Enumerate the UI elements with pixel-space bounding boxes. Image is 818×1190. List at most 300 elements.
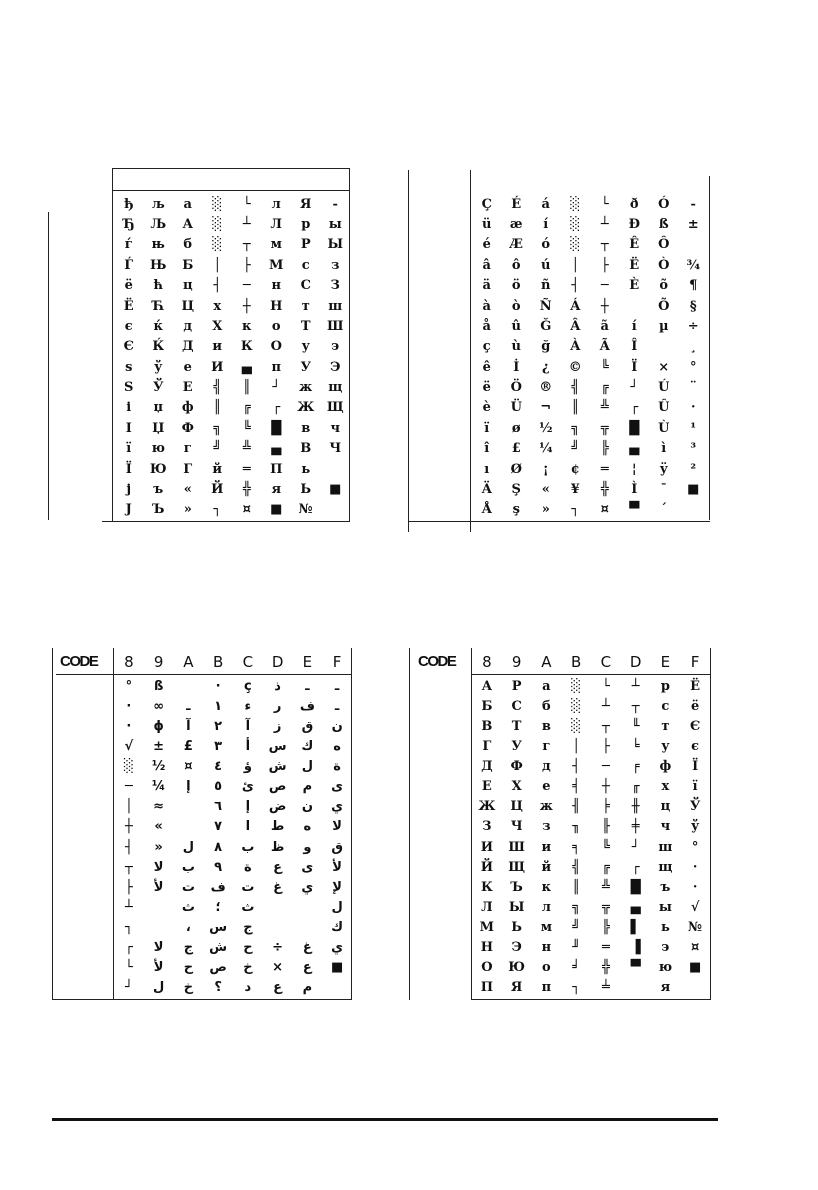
char-cell: с: [661, 698, 670, 714]
char-cell: │: [213, 257, 222, 273]
char-cell: Ќ: [152, 339, 165, 355]
char-cell: و: [303, 839, 312, 855]
char-cell: ╔: [601, 859, 610, 875]
char-cell: ░: [212, 196, 223, 212]
char-cell: ь: [301, 461, 311, 477]
char-cell: آ: [245, 718, 251, 734]
char-cell: °: [691, 839, 699, 855]
char-cell: Î: [631, 339, 638, 355]
char-cell: أ: [245, 738, 251, 754]
char-cell: Ц: [181, 298, 195, 314]
char-cell: ш: [328, 298, 343, 314]
char-cell: لأ: [332, 859, 342, 875]
char-cell: ¯: [660, 481, 667, 497]
char-cell: ü: [482, 217, 492, 233]
char-cell: ╣: [571, 380, 580, 396]
char-cell: [293, 897, 323, 917]
char-cell: ╔: [242, 400, 251, 416]
char-cell: ┼: [600, 298, 609, 314]
char-cell: ╗: [213, 420, 222, 436]
char-cell: ├: [601, 738, 610, 754]
char-cell: ║: [572, 879, 581, 895]
char-cell: У: [511, 738, 522, 754]
char-cell: ■: [270, 502, 283, 518]
char-cell: Р: [511, 678, 522, 694]
char-cell: █: [271, 420, 282, 436]
char-cell: ч: [660, 819, 671, 835]
column-header: 8: [124, 653, 134, 671]
char-cell: ┐: [213, 502, 222, 518]
header-divider: [112, 190, 350, 191]
char-cell: Є: [689, 718, 701, 734]
char-cell: ░: [212, 237, 223, 253]
char-cell: ¿: [541, 359, 550, 375]
char-cell: ┬: [601, 718, 610, 734]
frame-left-line: [112, 168, 113, 522]
char-cell: ع: [273, 980, 283, 996]
char-cell: ä: [482, 278, 491, 294]
char-cell: ф: [181, 400, 194, 416]
char-cell: ╫: [631, 799, 640, 815]
char-cell: ┘: [124, 980, 133, 996]
char-cell: ы: [658, 899, 672, 915]
char-cell: [174, 797, 204, 817]
column-header: D: [629, 653, 642, 671]
char-cell: ┐: [124, 920, 133, 936]
char-cell: ┤: [124, 839, 133, 855]
char-cell: ░: [571, 678, 582, 694]
char-cell: ©: [568, 359, 582, 375]
char-cell: ╡: [572, 779, 581, 795]
char-cell: х: [213, 298, 222, 314]
char-cell: à: [482, 298, 491, 314]
char-cell: т: [301, 298, 310, 314]
char-cell: ┬: [600, 237, 609, 253]
char-cell: ·: [692, 879, 698, 895]
char-cell: í: [543, 217, 549, 233]
char-cell: │: [124, 799, 133, 815]
char-cell: ╩: [600, 400, 609, 416]
char-cell: Õ: [658, 298, 670, 314]
char-cell: ╬: [601, 960, 610, 976]
char-cell: æ: [509, 217, 523, 233]
char-cell: Ы: [327, 237, 344, 253]
char-cell: Ð: [628, 217, 640, 233]
char-cell: ك: [301, 738, 314, 754]
char-cell: ░: [571, 698, 582, 714]
char-cell: ð: [629, 196, 639, 212]
char-cell: №: [688, 920, 703, 936]
char-cell: ¶: [689, 278, 698, 294]
char-cell: ║: [571, 400, 580, 416]
char-cell: ±: [153, 738, 165, 754]
char-cell: Б: [182, 257, 194, 273]
char-cell: ъ: [660, 879, 671, 895]
side-rule: [48, 212, 49, 520]
char-grid: [472, 676, 710, 998]
char-cell: Г: [183, 461, 193, 477]
char-cell: Ö: [510, 380, 522, 396]
char-cell: ¥: [570, 481, 580, 497]
char-cell: С: [511, 698, 522, 714]
char-cell: «: [183, 481, 192, 497]
char-cell: э: [661, 940, 670, 956]
char-cell: ▀: [629, 502, 640, 518]
char-cell: ╝: [213, 441, 222, 457]
char-cell: ╖: [572, 819, 581, 835]
char-cell: Ф: [510, 759, 523, 775]
char-cell: З: [482, 819, 492, 835]
char-cell: ╩: [242, 441, 251, 457]
char-cell: В: [300, 441, 312, 457]
char-cell: É: [511, 196, 522, 212]
char-cell: ▐: [630, 940, 641, 956]
char-cell: ╔: [600, 380, 609, 396]
char-cell: ╗: [572, 899, 581, 915]
char-cell: Ъ: [510, 879, 523, 895]
char-cell: р: [301, 217, 311, 233]
char-cell: ش: [209, 940, 228, 956]
char-cell: ы: [328, 217, 342, 233]
char-cell: к: [541, 879, 552, 895]
char-cell: ░: [570, 196, 581, 212]
char-cell: ؟: [214, 980, 222, 996]
char-cell: ه: [333, 738, 341, 754]
char-cell: »: [154, 839, 163, 855]
char-cell: ي: [301, 879, 314, 895]
char-cell: ل: [182, 839, 195, 855]
char-cell: Ú: [658, 380, 670, 396]
char-cell: [321, 459, 351, 479]
char-cell: ђ: [124, 196, 134, 212]
char-cell: о: [542, 960, 551, 976]
char-cell: Й: [480, 859, 494, 875]
char-cell: [649, 337, 679, 357]
char-cell: ت: [181, 879, 195, 895]
char-cell: ■: [330, 960, 344, 976]
char-cell: ى: [331, 779, 344, 795]
char-cell: ╜: [572, 940, 581, 956]
char-cell: №: [298, 502, 313, 518]
char-cell: ╗: [571, 420, 580, 436]
char-cell: ═: [601, 940, 610, 956]
char-cell: ░: [570, 237, 581, 253]
char-cell: е: [542, 779, 551, 795]
column-header: 9: [153, 653, 164, 671]
char-cell: ç: [244, 678, 252, 694]
char-cell: Ш: [508, 839, 525, 855]
char-cell: ٩: [214, 859, 223, 875]
char-cell: ·: [692, 859, 698, 875]
char-cell: С: [300, 278, 311, 294]
char-cell: ф: [659, 759, 672, 775]
char-cell: ÿ: [659, 461, 668, 477]
char-cell: ═: [242, 461, 251, 477]
char-cell: ج: [183, 940, 194, 956]
char-cell: ┴: [600, 217, 609, 233]
char-cell: Ь: [511, 920, 522, 936]
char-cell: Ø: [510, 461, 522, 477]
char-cell: м: [540, 920, 553, 936]
char-cell: └: [601, 678, 610, 694]
char-cell: µ: [658, 318, 669, 334]
char-cell: ░: [212, 217, 223, 233]
char-cell: ض: [268, 799, 287, 815]
frame-bottom-line: [408, 521, 710, 522]
column-header-row: [472, 652, 710, 672]
char-cell: г: [183, 441, 192, 457]
char-cell: Х: [511, 779, 522, 795]
char-cell: Æ: [509, 237, 523, 253]
char-cell: إ: [245, 799, 251, 815]
char-cell: ╘: [631, 738, 640, 754]
char-cell: ×: [658, 359, 670, 375]
char-cell: [263, 918, 293, 938]
char-cell: ┌: [631, 859, 640, 875]
char-cell: ║: [213, 400, 222, 416]
char-cell: Д: [181, 339, 194, 355]
char-cell: ┬: [631, 698, 640, 714]
char-cell: ß: [153, 678, 164, 694]
char-cell: Å: [481, 502, 492, 518]
char-cell: ﻻ: [153, 859, 164, 875]
char-cell: ■: [687, 481, 700, 497]
char-cell: ن: [301, 799, 313, 815]
char-cell: ì: [661, 441, 667, 457]
char-cell: ـ: [186, 698, 191, 714]
char-cell: Е: [481, 779, 492, 795]
char-cell: ϕ: [153, 718, 164, 734]
char-cell: Ч: [329, 441, 342, 457]
char-cell: я: [271, 481, 282, 497]
char-cell: ك: [331, 920, 344, 936]
frame-left-line: [52, 648, 53, 1000]
char-cell: Ћ: [151, 298, 165, 314]
char-cell: ╙: [631, 718, 640, 734]
char-cell: е: [183, 359, 192, 375]
char-cell: ю: [151, 441, 165, 457]
char-cell: █: [629, 420, 640, 436]
char-cell: Ш: [327, 318, 344, 334]
char-cell: Д: [481, 759, 493, 775]
char-cell: ٣: [214, 738, 223, 754]
char-cell: ц: [660, 799, 671, 815]
column-header: F: [690, 653, 700, 671]
char-cell: щ: [328, 380, 343, 396]
char-cell: ®: [539, 380, 553, 396]
char-cell: л: [271, 196, 281, 212]
char-cell: Љ: [150, 217, 167, 233]
char-cell: ≈: [153, 799, 165, 815]
char-cell: о: [271, 318, 281, 334]
char-cell: ò: [511, 298, 521, 314]
char-cell: ѓ: [124, 237, 133, 253]
char-cell: [174, 817, 204, 837]
char-cell: ┼: [242, 298, 251, 314]
char-cell: й: [212, 461, 223, 477]
char-cell: Б: [481, 698, 493, 714]
char-cell: и: [212, 339, 223, 355]
char-cell: ٦: [214, 799, 223, 815]
char-cell: ┌: [272, 400, 281, 416]
char-cell: п: [271, 359, 281, 375]
char-cell: ö: [511, 278, 521, 294]
char-cell: Т: [511, 718, 522, 734]
char-cell: ء: [244, 698, 252, 714]
char-cell: В: [481, 718, 493, 734]
char-cell: ═: [600, 461, 609, 477]
char-cell: ж: [539, 799, 553, 815]
char-cell: │: [572, 738, 581, 754]
column-header: D: [271, 653, 284, 671]
char-cell: [144, 897, 174, 917]
char-cell: Â: [570, 318, 581, 334]
char-cell: ف: [299, 698, 315, 714]
frame-top-line: [112, 168, 350, 169]
char-cell: Ў: [152, 380, 164, 396]
char-cell: [679, 235, 709, 255]
char-cell: Г: [482, 738, 492, 754]
char-cell: ¾: [686, 257, 701, 273]
char-cell: П: [270, 461, 283, 477]
char-cell: а: [542, 678, 551, 694]
char-cell: ┐: [572, 980, 581, 996]
char-cell: ٥: [214, 779, 223, 795]
char-cell: م: [302, 980, 313, 996]
char-cell: м: [270, 237, 282, 253]
char-cell: ▄: [271, 441, 282, 457]
char-cell: [679, 500, 709, 520]
char-cell: О: [270, 339, 282, 355]
char-cell: К: [480, 879, 493, 895]
char-cell: Ѓ: [124, 257, 134, 273]
char-cell: ï: [484, 420, 490, 436]
char-cell: Л: [270, 217, 282, 233]
char-cell: ١: [214, 698, 223, 714]
char-cell: ¤: [242, 502, 251, 518]
char-cell: [620, 296, 650, 316]
char-cell: ¼: [151, 779, 166, 795]
char-cell: ﻻ: [153, 940, 164, 956]
char-cell: и: [541, 839, 552, 855]
char-cell: З: [330, 278, 340, 294]
char-cell: Ў: [689, 799, 701, 815]
char-cell: њ: [151, 237, 165, 253]
char-cell: ـ: [334, 678, 340, 694]
char-cell: ї: [692, 779, 698, 795]
char-cell: х: [661, 779, 670, 795]
char-cell: ░: [571, 718, 582, 734]
char-cell: -: [332, 196, 338, 212]
frame-bottom-line: [471, 999, 711, 1000]
char-cell: └: [600, 196, 609, 212]
char-cell: ع: [273, 859, 283, 875]
char-cell: ╝: [572, 920, 581, 936]
char-cell: ┘: [631, 839, 640, 855]
char-cell: Ъ: [152, 502, 165, 518]
char-cell: а: [183, 196, 192, 212]
char-cell: Ë: [629, 257, 640, 273]
char-cell: ê: [482, 359, 491, 375]
char-cell: Ь: [300, 481, 312, 497]
char-cell: ب: [181, 859, 195, 875]
char-cell: А: [182, 217, 194, 233]
char-cell: غ: [273, 879, 283, 895]
char-cell: ة: [244, 859, 252, 875]
char-cell: ┬: [242, 237, 251, 253]
char-cell: ь: [660, 920, 670, 936]
char-cell: ║: [242, 380, 251, 396]
char-cell: к: [242, 318, 252, 334]
char-cell: ·: [126, 698, 132, 714]
char-cell: Ã: [599, 339, 610, 355]
char-cell: »: [183, 502, 192, 518]
char-cell: ي: [331, 940, 344, 956]
char-cell: á: [541, 196, 550, 212]
char-cell: р: [660, 678, 670, 694]
char-cell: ╚: [242, 420, 251, 436]
page-footer-rule: [52, 1118, 718, 1121]
char-cell: ╓: [631, 779, 640, 795]
char-cell: í: [631, 318, 637, 334]
char-cell: ╧: [601, 980, 610, 996]
char-cell: ث: [181, 899, 195, 915]
char-cell: ╠: [600, 441, 609, 457]
char-cell: Ê: [629, 237, 640, 253]
char-cell: ┬: [124, 859, 133, 875]
char-cell: ٧: [214, 819, 223, 835]
char-cell: Ђ: [122, 217, 135, 233]
char-cell: ▀: [630, 960, 641, 976]
frame-right-line: [709, 176, 710, 520]
char-cell: ├: [242, 257, 251, 273]
char-cell: ╢: [572, 799, 581, 815]
char-cell: س: [209, 920, 228, 936]
char-cell: Ì: [631, 481, 638, 497]
char-cell: إ: [186, 779, 191, 795]
char-cell: ل: [301, 759, 314, 775]
char-cell: ز: [273, 718, 282, 734]
char-cell: М: [269, 257, 284, 273]
char-cell: £: [511, 441, 521, 457]
char-cell: î: [484, 441, 490, 457]
char-cell: І: [125, 420, 132, 436]
char-cell: ·: [215, 678, 221, 694]
char-cell: «: [154, 819, 163, 835]
char-cell: ў: [154, 359, 163, 375]
char-cell: ¬: [540, 400, 552, 416]
char-cell: й: [541, 859, 552, 875]
char-cell: ã: [600, 318, 609, 334]
char-cell: ؛: [215, 899, 221, 915]
char-cell: Û: [658, 400, 670, 416]
char-cell: ░: [570, 217, 581, 233]
char-cell: в: [301, 420, 311, 436]
code-label: CODE: [418, 653, 456, 670]
char-cell: ح: [243, 940, 253, 956]
char-cell: ب: [241, 839, 255, 855]
char-cell: ■: [688, 960, 702, 976]
char-cell: в: [541, 718, 551, 734]
char-cell: Ѕ: [124, 380, 134, 396]
char-cell: ─: [600, 278, 609, 294]
char-cell: н: [541, 940, 552, 956]
char-cell: ┤: [213, 278, 222, 294]
frame-left-line: [409, 648, 410, 1000]
char-cell: Ј: [125, 502, 132, 518]
char-cell: ћ: [153, 278, 163, 294]
char-cell: ا: [245, 819, 251, 835]
